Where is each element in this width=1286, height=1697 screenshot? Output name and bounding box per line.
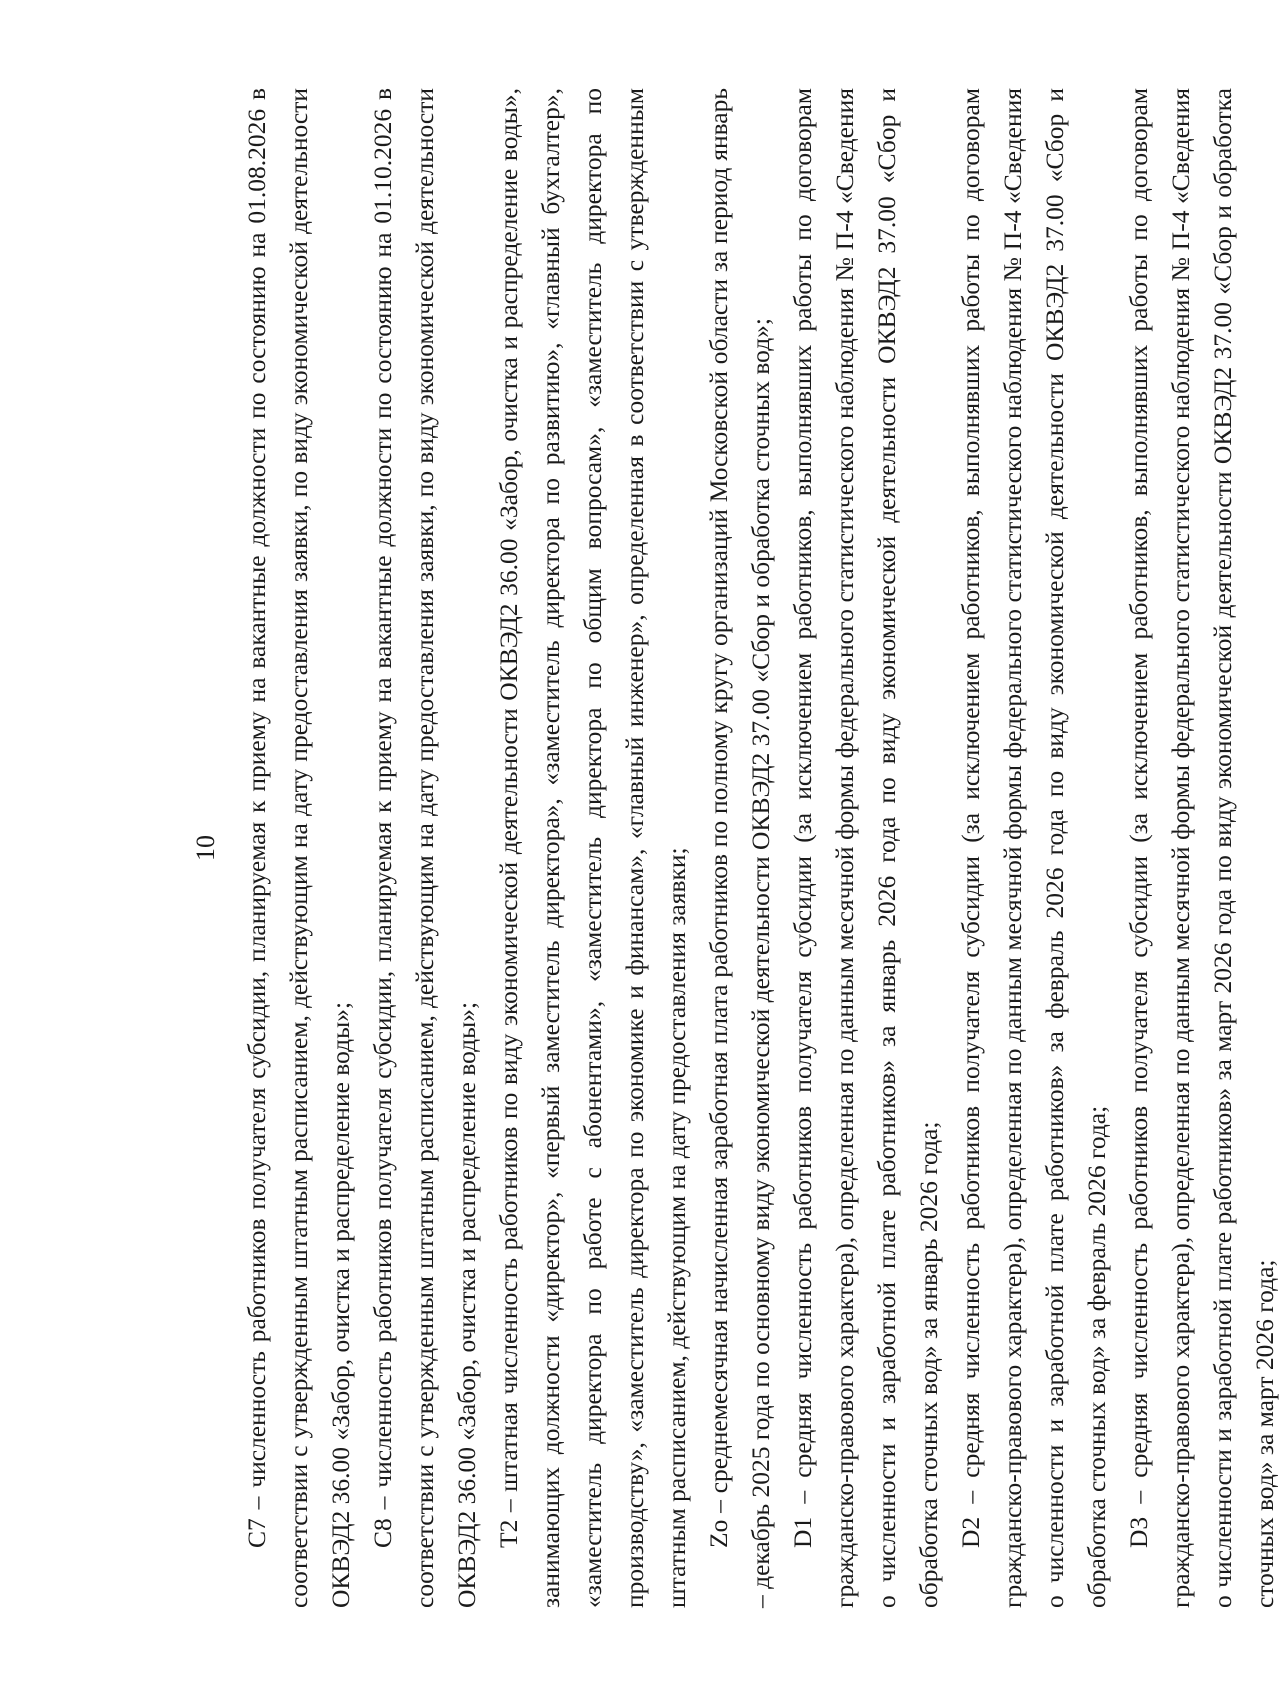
definition-zo: Zo – среднемесячная начисленная заработная плата работников по полному кругу организаций Московской области за период январь – декабрь 2025 года по основному виду экономической деятельности ОКВЭД2 37.00 «Сбор и обработка сточных вод»; [704,88,775,1608]
document-page [150,88,1279,1608]
definition-c7: C7 – численность работников получателя субсидии, планируемая к приему на вакантные должности по состоянию на 01.08.2026 в соответствии с утвержденным штатным расписанием, действующим на дату предоставления заявки, по виду экономической деятельности ОКВЭД2 36.00 «Забор, очистка и распределение воды»; [242,88,355,1608]
definition-d3: D3 – средняя численность работников получателя субсидии (за исключением работников, выполнявших работы по договорам гражданско-правового характера), определенная по данным месячной формы федерального статистического наблюдения № П-4 «Сведения о численности и заработной плате работников» за март 2026 года по виду экономической деятельности ОКВЭД2 37.00 «Сбор и обработка сточных вод» за март 2026 года; [1124,88,1279,1608]
definition-c8: C8 – численность работников получателя субсидии, планируемая к приему на вакантные должности по состоянию на 01.10.2026 в соответствии с утвержденным штатным расписанием, действующим на дату предоставления заявки, по виду экономической деятельности ОКВЭД2 36.00 «Забор, очистка и распределение воды»; [368,88,481,1608]
definition-d1: D1 – средняя численность работников получателя субсидии (за исключением работников, выполнявших работы по договорам гражданско-правового характера), определенная по данным месячной формы федерального статистического наблюдения № П-4 «Сведения о численности и заработной плате работников» за январь 2026 года по виду экономической деятельности ОКВЭД2 37.00 «Сбор и обработка сточных вод» за январь 2026 года; [788,88,943,1608]
definition-d2: D2 – средняя численность работников получателя субсидии (за исключением работников, выполнявших работы по договорам гражданско-правового характера), определенная по данным месячной формы федерального статистического наблюдения № П-4 «Сведения о численности и заработной плате работников» за февраль 2026 года по виду экономической деятельности ОКВЭД2 37.00 «Сбор и обработка сточных вод» за февраль 2026 года; [956,88,1111,1608]
page-number: 10 [191,835,220,861]
definition-t2: T2 – штатная численность работников по виду экономической деятельности ОКВЭД2 36.00 «Забор, очистка и распределение воды», занимающих должности «директор», «первый заместитель директора», «заместитель директора по развитию», «главный бухгалтер», «заместитель директора по работе с абонентами», «заместитель директора по общим вопросам», «заместитель директора по производству», «заместитель директора по экономике и финансам», «главный инженер», определенная в соответствии с утвержденным штатным расписанием, действующим на дату предоставления заявки; [494,88,691,1608]
